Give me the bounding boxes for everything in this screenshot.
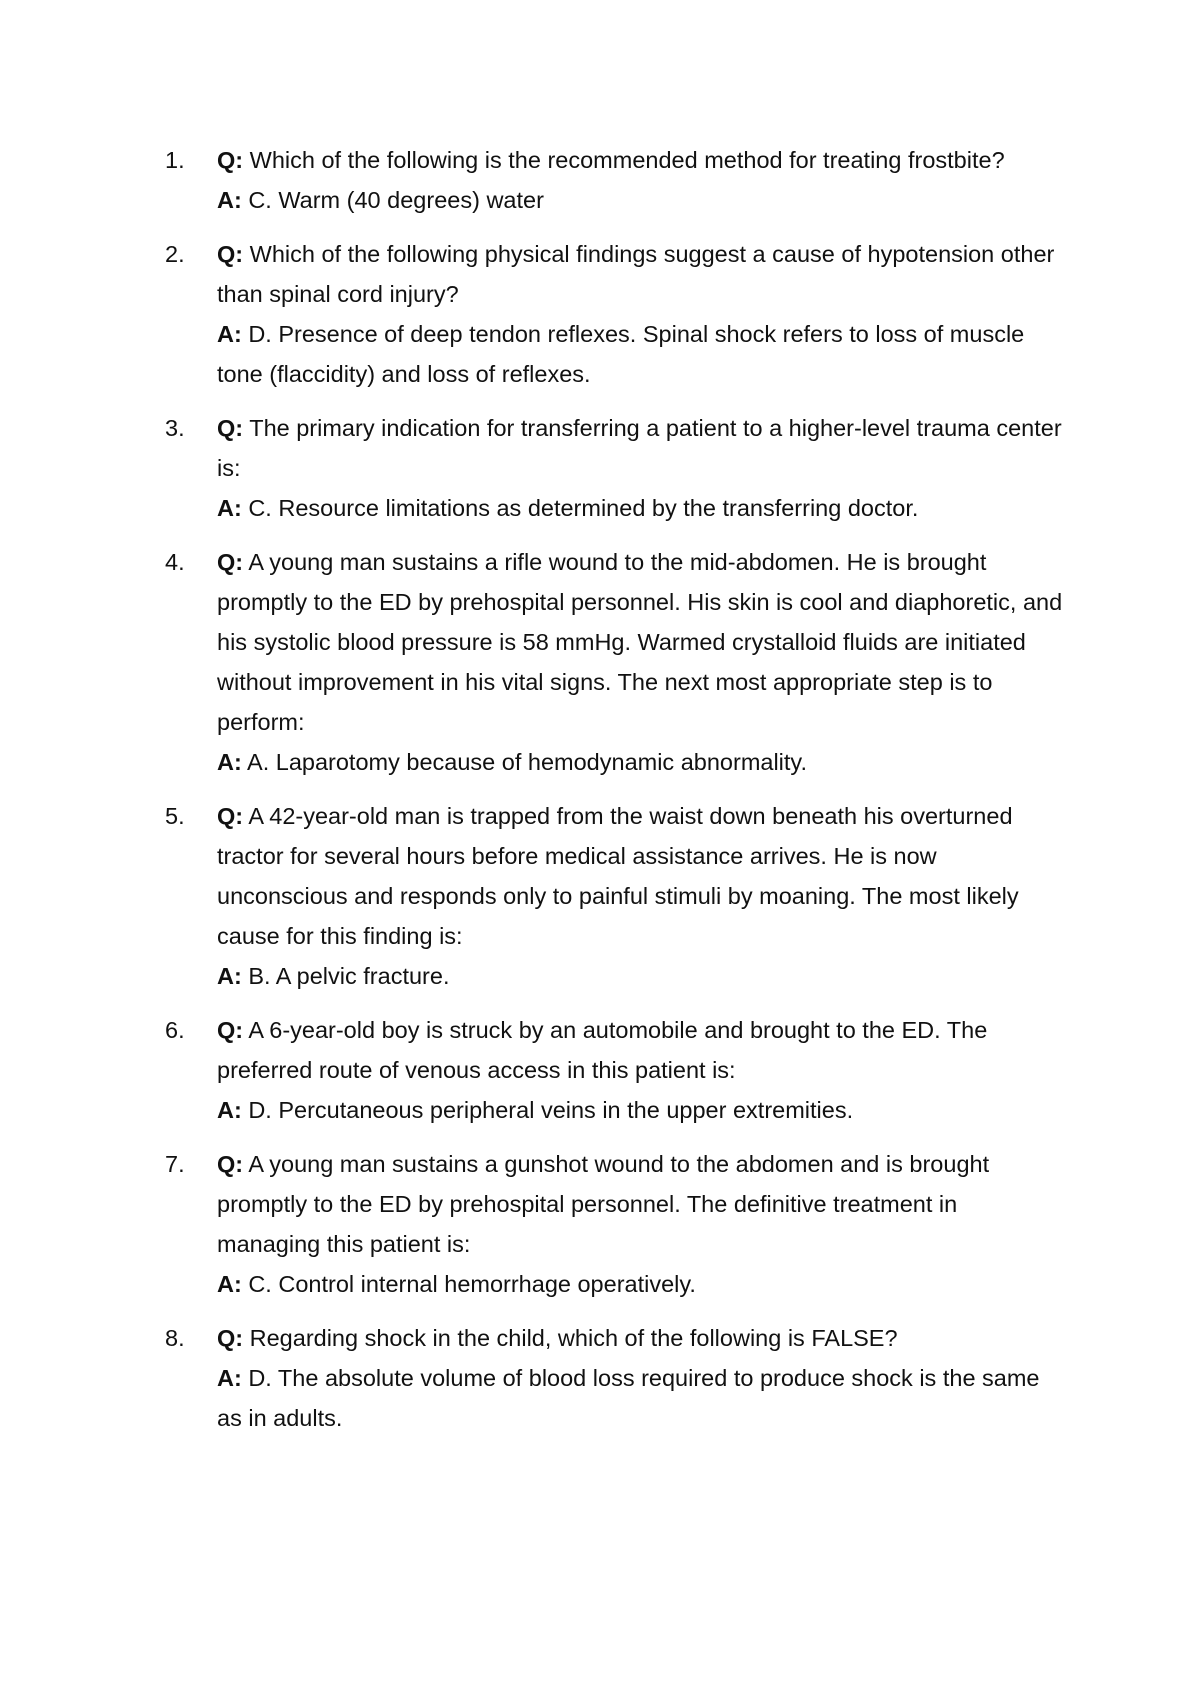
answer-text: C. Control internal hemorrhage operatively.: [248, 1271, 696, 1297]
qa-item-1: [165, 140, 1065, 220]
question: [217, 796, 1065, 956]
qa-item-5: [165, 796, 1065, 996]
answer: [217, 1090, 1065, 1130]
answer-text: B. A pelvic fracture.: [248, 963, 450, 989]
question-label: Q:: [217, 147, 244, 173]
qa-item-7: [165, 1144, 1065, 1304]
qa-item-8: [165, 1318, 1065, 1438]
question: [217, 1010, 1065, 1090]
item-number: 8.: [165, 1325, 185, 1351]
question-text: A young man sustains a gunshot wound to the abdomen and is brought promptly to the ED by prehospital personnel. The definitive treatment in managing this patient is:: [217, 1151, 990, 1257]
question: [217, 1144, 1065, 1264]
qa-item-3: [165, 408, 1065, 528]
answer-label: A:: [217, 187, 242, 213]
answer-label: A:: [217, 749, 242, 775]
question-text: The primary indication for transferring a patient to a higher-level trauma center is:: [217, 415, 1062, 481]
item-number: 3.: [165, 415, 185, 441]
answer-label: A:: [217, 321, 242, 347]
item-number: 5.: [165, 803, 185, 829]
answer-label: A:: [217, 963, 242, 989]
answer: [217, 956, 1065, 996]
question-label: Q:: [217, 803, 244, 829]
qa-item-4: [165, 542, 1065, 782]
question: [217, 408, 1065, 488]
question-text: A 6-year-old boy is struck by an automobile and brought to the ED. The preferred route of venous access in this patient is:: [217, 1017, 988, 1083]
answer-text: D. The absolute volume of blood loss required to produce shock is the same as in adults.: [217, 1365, 1040, 1431]
answer: [217, 742, 1065, 782]
answer-text: D. Presence of deep tendon reflexes. Spinal shock refers to loss of muscle tone (flaccidity) and loss of reflexes.: [217, 321, 1025, 387]
item-number: 7.: [165, 1151, 185, 1177]
question-text: A young man sustains a rifle wound to the mid-abdomen. He is brought promptly to the ED by prehospital personnel. His skin is cool and diaphoretic, and his systolic blood pressure is 58 mmHg. Warmed crystalloid fluids are initiated without improvement in his vital signs. The next most appropriate step is to perform:: [217, 549, 1063, 735]
answer: [217, 488, 1065, 528]
qa-list: [165, 140, 1065, 1452]
question: [217, 542, 1065, 742]
qa-item-6: [165, 1010, 1065, 1130]
question-label: Q:: [217, 415, 244, 441]
answer-text: C. Warm (40 degrees) water: [248, 187, 544, 213]
question-text: Which of the following physical findings suggest a cause of hypotension other than spinal cord injury?: [217, 241, 1055, 307]
qa-item-2: [165, 234, 1065, 394]
answer-text: A. Laparotomy because of hemodynamic abnormality.: [247, 749, 807, 775]
question-label: Q:: [217, 241, 244, 267]
answer: [217, 180, 1065, 220]
question-label: Q:: [217, 1017, 244, 1043]
answer: [217, 1264, 1065, 1304]
question: [217, 1318, 1065, 1358]
answer-label: A:: [217, 1365, 242, 1391]
question-text: A 42-year-old man is trapped from the waist down beneath his overturned tractor for several hours before medical assistance arrives. He is now unconscious and responds only to painful stimuli by moaning. The most likely cause for this finding is:: [217, 803, 1019, 949]
question-text: Regarding shock in the child, which of the following is FALSE?: [249, 1325, 898, 1351]
question-text: Which of the following is the recommended method for treating frostbite?: [249, 147, 1005, 173]
answer-text: D. Percutaneous peripheral veins in the upper extremities.: [248, 1097, 854, 1123]
item-number: 6.: [165, 1017, 185, 1043]
answer-label: A:: [217, 1271, 242, 1297]
item-number: 1.: [165, 147, 185, 173]
answer-text: C. Resource limitations as determined by the transferring doctor.: [248, 495, 919, 521]
answer-label: A:: [217, 1097, 242, 1123]
question-label: Q:: [217, 1151, 244, 1177]
question: [217, 140, 1065, 180]
question: [217, 234, 1065, 314]
item-number: 2.: [165, 241, 185, 267]
question-label: Q:: [217, 549, 244, 575]
answer: [217, 314, 1065, 394]
item-number: 4.: [165, 549, 185, 575]
answer-label: A:: [217, 495, 242, 521]
answer: [217, 1358, 1065, 1438]
question-label: Q:: [217, 1325, 244, 1351]
